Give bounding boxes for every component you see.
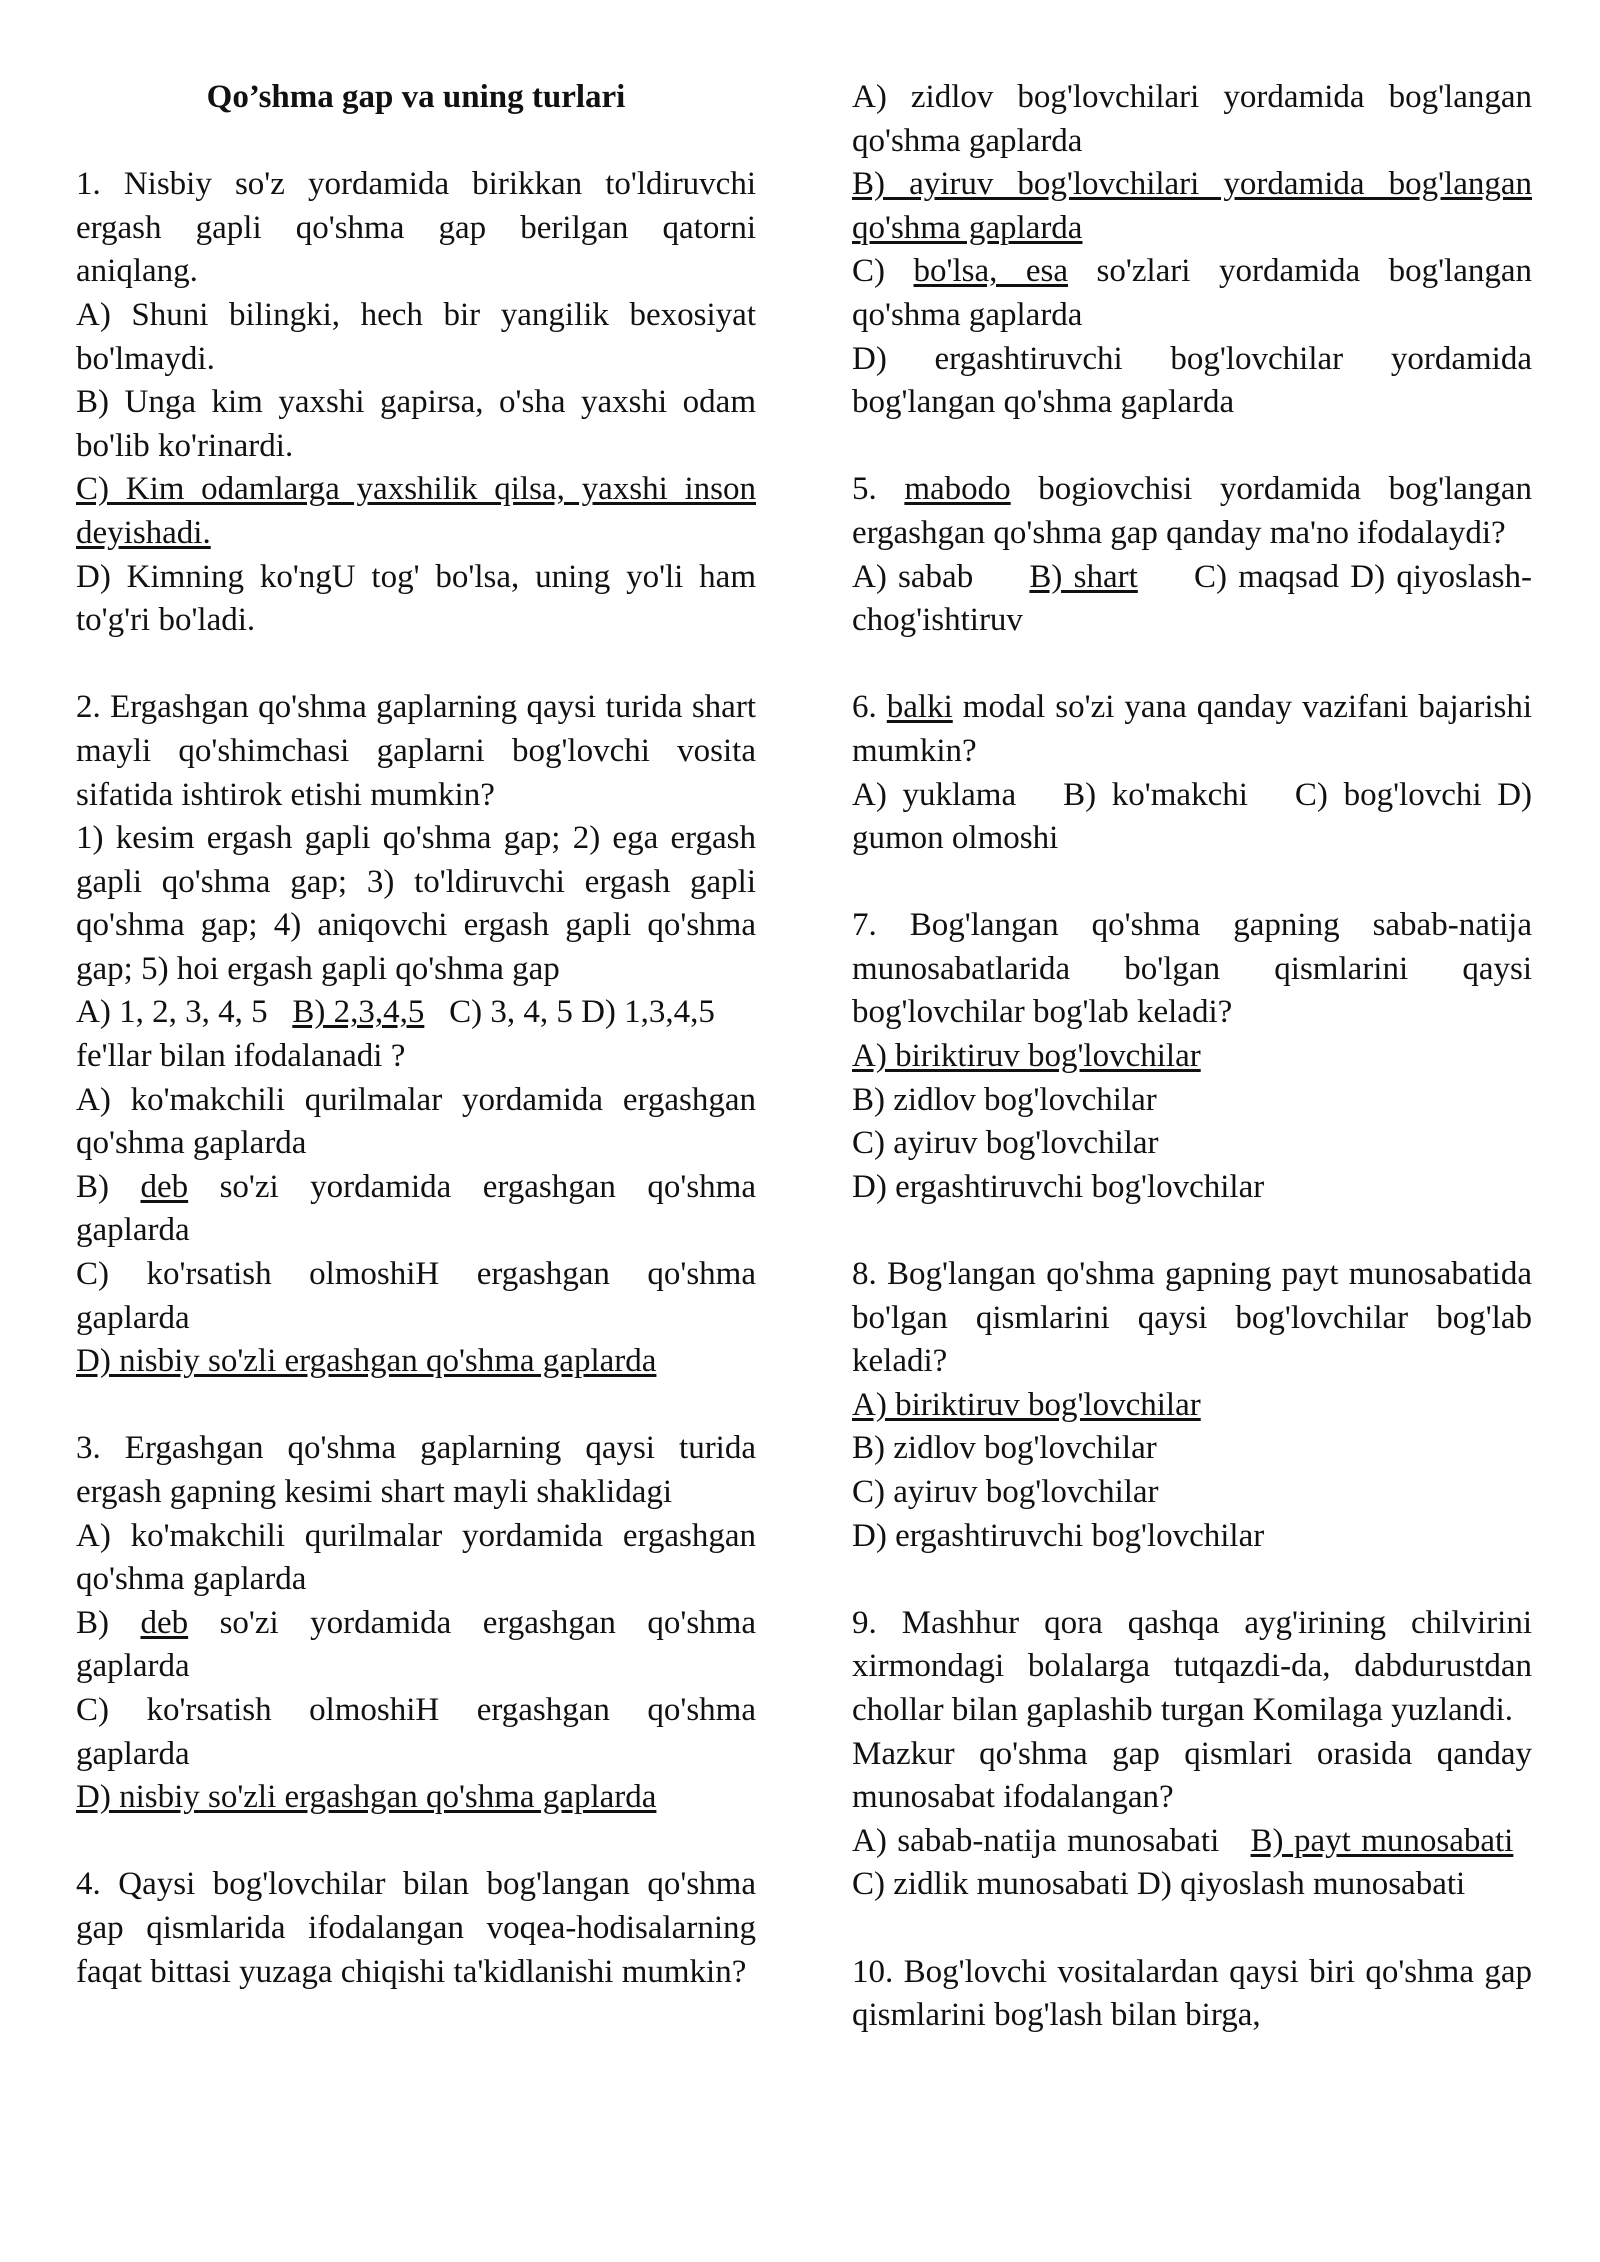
question-7-option-a-answer: A) biriktiruv bog'lovchilar (852, 1038, 1201, 1075)
question-2-extra-option-d-answer: D) nisbiy so'zli ergashgan qo'shma gaplarda (76, 1343, 657, 1380)
question-2-option-c: C) 3, 4, 5 (449, 994, 573, 1031)
question-1-stem: 1. Nisbiy so'z yordamida birikkan to'ldiruvchi ergash gapli qo'shma gap berilgan qatorni aniqlang. (76, 166, 756, 290)
question-1-option-d: D) Kimning ko'ngU tog' bo'lsa, uning yo'li ham to'g'ri bo'ladi. (76, 558, 756, 639)
question-5-stem-rest: bogiovchisi yordamida bog'langan ergashgan qo'shma gap qanday ma'no ifodalaydi? (852, 471, 1533, 551)
question-9-stem: 9. Mashhur qora qashqa ayg'irining chilvirini xirmondagi bolalarga tutqazdi-da, dabdurustdan chollar bilan gaplashib turgan Komilaga yuzlandi. (852, 1604, 1532, 1728)
question-6-stem-prefix: 6. (852, 689, 887, 726)
question-9-option-a: A) sabab-natija munosabati (852, 1822, 1220, 1859)
question-4-option-c-rest: so'zlari yordamida bog'langan qo'shma gaplarda (852, 253, 1533, 333)
question-3 (76, 1427, 756, 1819)
question-5-option-d: D) qiyoslash-chog'ishtiruv (852, 558, 1533, 639)
question-2-stem: 2. Ergashgan qo'shma gaplarning qaysi turida shart mayli qo'shimchasi gaplarni bog'lovchi vosita sifatida ishtirok etishi mumkin? (76, 689, 756, 813)
question-9-option-b-answer: B) payt munosabati (1250, 1822, 1514, 1859)
question-2-extra-text: fe'llar bilan ifodalanadi ? (76, 1038, 406, 1075)
page-title: Qo’shma gap va uning turlari (206, 79, 626, 115)
question-5 (852, 468, 1532, 642)
question-3-option-b-prefix: B) (76, 1604, 141, 1641)
question-4-stem: 4. Qaysi bog'lovchilar bilan bog'langan qo'shma gap qismlarida ifodalangan voqea-hodisalarning faqat bittasi yuzaga chiqishi ta'kidlanishi mumkin? (76, 1866, 756, 1990)
question-8-option-a-answer: A) biriktiruv bog'lovchilar (852, 1386, 1201, 1423)
question-1-option-a: A) Shuni bilingki, hech bir yangilik bexosiyat bo'lmaydi. (76, 296, 756, 377)
question-5-stem (852, 468, 1532, 555)
right-column (852, 76, 1541, 2038)
question-9-option-c: C) zidlik munosabati (852, 1866, 1129, 1903)
question-8-option-c: C) ayiruv bog'lovchilar (852, 1474, 1159, 1510)
question-2-extra-option-b-keyword: deb (140, 1168, 189, 1205)
question-5-option-c: C) maqsad (1194, 558, 1340, 595)
question-3-option-d-answer: D) nisbiy so'zli ergashgan qo'shma gaplarda (76, 1779, 657, 1816)
question-5-option-b-answer: B) shart (1029, 558, 1138, 595)
question-6-option-b: B) ko'makchi (1063, 776, 1248, 813)
question-8 (852, 1253, 1532, 1558)
question-10-stem: 10. Bog'lovchi vositalardan qaysi biri qo'shma gap qismlarini bog'lash bilan birga, (852, 1953, 1532, 2034)
question-2-options (76, 991, 756, 1035)
question-4-option-c (852, 250, 1532, 337)
question-3-option-b (76, 1602, 756, 1689)
question-4 (76, 1863, 756, 1994)
question-7-option-c: C) ayiruv bog'lovchilar (852, 1125, 1159, 1162)
question-3-option-b-rest: so'zi yordamida ergashgan qo'shma gaplarda (76, 1604, 756, 1685)
question-6 (852, 686, 1541, 860)
question-6-stem-rest: modal so'zi yana qanday vazifani bajarishi mumkin? (852, 689, 1532, 769)
question-7-option-b: B) zidlov bog'lovchilar (852, 1081, 1157, 1118)
question-4-option-a: A) zidlov bog'lovchilari yordamida bog'langan qo'shma gaplarda (852, 79, 1532, 159)
question-3-stem: 3. Ergashgan qo'shma gaplarning qaysi turida ergash gapning kesimi shart mayli shaklidagi (76, 1430, 756, 1510)
question-5-options (852, 556, 1532, 643)
question-1-option-b: B) Unga kim yaxshi gapirsa, o'sha yaxshi odam bo'lib ko'rinardi. (76, 384, 756, 464)
question-2-option-d: D) 1,3,4,5 (581, 994, 715, 1031)
question-2 (76, 686, 756, 1384)
question-5-stem-keyword: mabodo (904, 471, 1011, 508)
question-7-stem: 7. Bog'langan qo'shma gapning sabab-natija munosabatlarida bo'lgan qismlarini qaysi bog'lovchilar bog'lab keladi? (852, 907, 1532, 1031)
question-6-stem-keyword: balki (886, 689, 953, 726)
question-7 (852, 904, 1532, 1209)
question-2-option-a: A) 1, 2, 3, 4, 5 (76, 994, 268, 1031)
question-2-extra-option-b-rest: so'zi yordamida ergashgan qo'shma gaplarda (76, 1168, 756, 1249)
question-2-option-b-answer: B) 2,3,4,5 (292, 994, 425, 1031)
question-9 (852, 1602, 1532, 1907)
question-2-extra-option-b-prefix: B) (76, 1168, 141, 1205)
question-2-list: 1) kesim ergash gapli qo'shma gap; 2) ega ergash gapli qo'shma gap; 3) to'ldiruvchi ergash gapli qo'shma gap; 4) aniqovchi ergash gapli qo'shma gap; 5) hoi ergash gapli qo'shma gap (76, 820, 756, 987)
question-4-options (852, 76, 1532, 425)
question-6-stem (852, 686, 1532, 773)
question-4-option-c-prefix: C) (852, 253, 914, 290)
question-4-option-b-answer: B) ayiruv bog'lovchilari yordamida bog'langan qo'shma gaplarda (852, 166, 1532, 246)
question-6-option-c: C) bog'lovchi (1294, 776, 1482, 813)
question-1 (76, 163, 756, 643)
question-8-stem: 8. Bog'langan qo'shma gapning payt munosabatida bo'lgan qismlarini qaysi bog'lovchilar bog'lab keladi? (852, 1256, 1532, 1380)
question-3-option-a: A) ko'makchili qurilmalar yordamida ergashgan qo'shma gaplarda (76, 1517, 756, 1598)
question-5-stem-prefix: 5. (852, 471, 905, 508)
question-6-option-a: A) yuklama (852, 776, 1017, 813)
question-2-extra-option-b (76, 1166, 756, 1253)
question-4-option-d: D) ergashtiruvchi bog'lovchilar yordamida bog'langan qo'shma gaplarda (852, 340, 1532, 421)
question-3-option-c: C) ko'rsatish olmoshiH ergashgan qo'shma gaplarda (76, 1691, 756, 1772)
left-column (76, 76, 756, 1994)
question-4-option-c-keyword: bo'lsa, esa (913, 253, 1069, 290)
question-7-option-d: D) ergashtiruvchi bog'lovchilar (852, 1168, 1265, 1205)
question-5-option-a: A) sabab (852, 558, 974, 595)
question-9-options (852, 1820, 1532, 1907)
question-2-extra-option-a: A) ko'makchili qurilmalar yordamida ergashgan qo'shma gaplarda (76, 1081, 756, 1162)
question-8-option-d: D) ergashtiruvchi bog'lovchilar (852, 1517, 1265, 1554)
question-9-stem-question: Mazkur qo'shma gap qismlari orasida qanday munosabat ifodalangan? (852, 1735, 1532, 1816)
question-9-option-d: D) qiyoslash munosabati (1137, 1866, 1466, 1903)
question-1-option-c-answer: C) Kim odamlarga yaxshilik qilsa, yaxshi inson deyishadi. (76, 471, 756, 551)
question-6-option-d: D) gumon olmoshi (852, 776, 1541, 857)
question-10 (852, 1951, 1532, 2038)
question-6-options (852, 774, 1541, 861)
question-8-option-b: B) zidlov bog'lovchilar (852, 1430, 1157, 1467)
question-2-extra-option-c: C) ko'rsatish olmoshiH ergashgan qo'shma gaplarda (76, 1256, 756, 1336)
question-3-option-b-keyword: deb (140, 1604, 189, 1641)
